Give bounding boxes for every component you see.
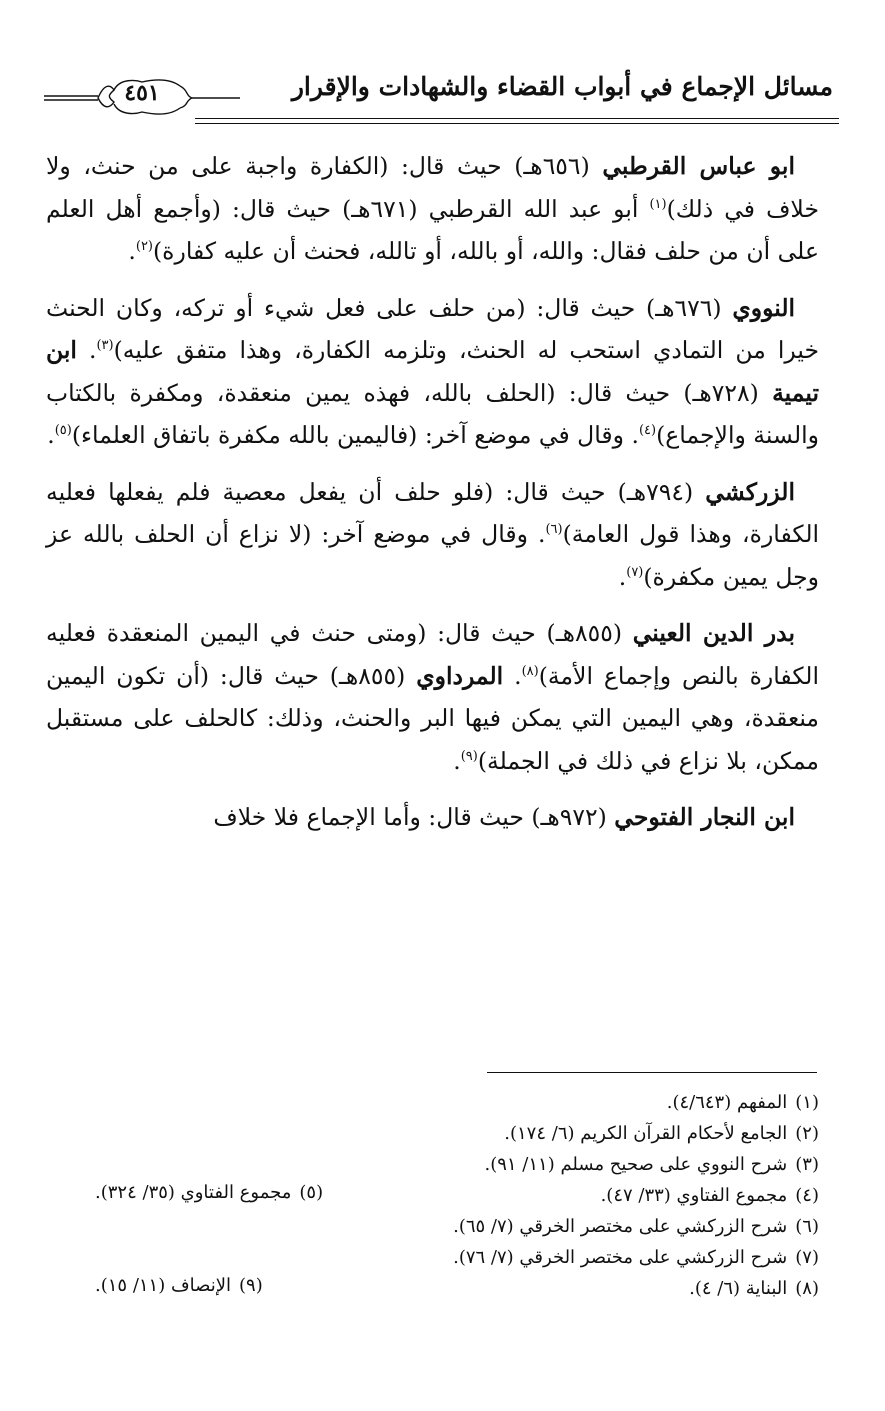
- footnote-item: [504, 1121, 819, 1147]
- footnote-text: شرح الزركشي على مختصر الخرقي (٧/ ٦٥).: [453, 1216, 788, 1237]
- paragraph-text: (٨٥٥هـ) حيث قال: (أن تكون اليمين منعقدة، وهي اليمين التي يمكن فيها البر والحنث، وذلك: كالحلف على مستقبل ممكن، بلا نزاع في ذلك في الجملة): [46, 661, 819, 775]
- footnote-ref: (٥): [54, 423, 72, 439]
- footnote-number: (٨): [795, 1278, 819, 1299]
- page-number-ornament: [40, 74, 240, 114]
- footnote-number: (٩): [239, 1275, 263, 1296]
- paragraph-text: .: [128, 237, 136, 265]
- body-text: [46, 145, 819, 853]
- footnote-text: الإنصاف (١١/ ١٥).: [95, 1275, 232, 1296]
- scholar-name: بدر الدين العيني: [632, 619, 795, 647]
- footnote-number: (١): [795, 1092, 819, 1113]
- footnote-ref: (٣): [96, 338, 114, 354]
- paragraph-text: (٧٩٤هـ) حيث قال: (فلو حلف أن يفعل معصية فلم يفعلها فعليه الكفارة، وهذا قول العامة): [46, 477, 820, 548]
- footnote-text: شرح النووي على صحيح مسلم (١١/ ٩١).: [484, 1154, 788, 1175]
- paragraph-text: .: [47, 421, 55, 449]
- footnote-number: (٢): [795, 1123, 819, 1144]
- paragraph-text: . وقال في موضع آخر: (فاليمين بالله مكفرة باتفاق العلماء): [71, 421, 639, 449]
- paragraph-text: (٦٧٦هـ) حيث قال: (من حلف على فعل شيء أو تركه، وكان الحنث خيرا من التمادي استحب له الحنث، وتلزمه الكفارة، وهذا متفق عليه): [46, 293, 819, 364]
- scholar-name: المرداوي: [416, 661, 504, 690]
- footnote-number: (٥): [299, 1182, 324, 1203]
- paragraph: [46, 471, 819, 599]
- scholar-name: ابن تيمية: [46, 336, 819, 407]
- paragraph-text: (٧٢٨هـ) حيث قال: (الحلف بالله، فهذه يمين منعقدة، ومكفرة بالكتاب والسنة والإجماع): [46, 378, 819, 449]
- footnote-text: مجموع الفتاوي (٣٣/ ٤٧).: [600, 1185, 788, 1206]
- footnote-item: [689, 1276, 819, 1302]
- scholar-name: ابو عباس القرطبي: [602, 152, 795, 180]
- running-header: [40, 68, 833, 128]
- paragraph-text: (٩٧٢هـ) حيث قال: وأما الإجماع فلا خلاف: [213, 803, 615, 831]
- footnote-item: [95, 1273, 263, 1299]
- header-title: مسائل الإجماع في أبواب القضاء والشهادات والإقرار: [291, 72, 833, 101]
- footnote-number: (٤): [795, 1185, 819, 1206]
- paragraph-text: .: [76, 336, 97, 364]
- header-rule-bottom: [195, 123, 839, 124]
- paragraph-text: .: [503, 661, 522, 690]
- footnote-text: مجموع الفتاوي (٣٥/ ٣٢٤).: [95, 1182, 292, 1203]
- paragraph: [46, 287, 819, 457]
- footnote-item: [484, 1152, 819, 1178]
- footnote-ref: (٢): [135, 239, 153, 255]
- footnote-item: [601, 1183, 819, 1209]
- footnote-separator: [487, 1072, 817, 1073]
- footnote-ref: (٨): [521, 663, 539, 679]
- footnote-ref: (١): [649, 196, 667, 212]
- scholar-name: الزركشي: [705, 477, 795, 506]
- footnote-text: المفهم (٤/٦٤٣).: [666, 1092, 788, 1113]
- scholar-name: النووي: [732, 293, 796, 322]
- footnote-ref: (٦): [545, 522, 563, 538]
- scholar-name: ابن النجار الفتوحي: [614, 803, 795, 831]
- paragraph: [46, 796, 819, 839]
- footnote-number: (٧): [795, 1247, 819, 1268]
- footnote-ref: (٧): [626, 564, 644, 580]
- paragraph: [46, 612, 819, 782]
- paragraph-text: (٦٥٦هـ) حيث قال: (الكفارة واجبة على من حنث، ولا خلاف في ذلك): [46, 152, 819, 223]
- paragraph-text: .: [618, 562, 627, 591]
- footnote-text: شرح الزركشي على مختصر الخرقي (٧/ ٧٦).: [453, 1247, 788, 1268]
- page-number: ٤٥١: [124, 80, 160, 106]
- footnote-number: (٣): [795, 1154, 819, 1175]
- header-rule-top: [195, 118, 839, 119]
- footnote-item: [453, 1214, 819, 1240]
- paragraph-text: (٨٥٥هـ) حيث قال: (ومتى حنث في اليمين المنعقدة فعليه الكفارة بالنص وإجماع الأمة): [46, 619, 819, 690]
- paragraph-text: . وقال في موضع آخر: (لا نزاع أن الحلف بالله عز وجل يمين مكفرة): [46, 520, 819, 591]
- footnote-item: [667, 1090, 819, 1116]
- footnote-text: الجامع لأحكام القرآن الكريم (٦/ ١٧٤).: [504, 1123, 788, 1144]
- footnote-text: البناية (٦/ ٤).: [689, 1278, 788, 1299]
- paragraph: [46, 145, 819, 273]
- footnote-ref: (٩): [460, 748, 478, 764]
- footnote-ref: (٤): [638, 423, 657, 439]
- footnote-item: [95, 1180, 323, 1206]
- footnote-number: (٦): [795, 1216, 819, 1237]
- paragraph-text: .: [453, 746, 461, 775]
- paragraph-text: أبو عبد الله القرطبي (٦٧١هـ) حيث قال: (وأجمع أهل العلم على أن من حلف فقال: والله، أو بالله، أو تالله، فحنث أن عليه كفارة): [46, 194, 819, 265]
- footnote-item: [453, 1245, 819, 1271]
